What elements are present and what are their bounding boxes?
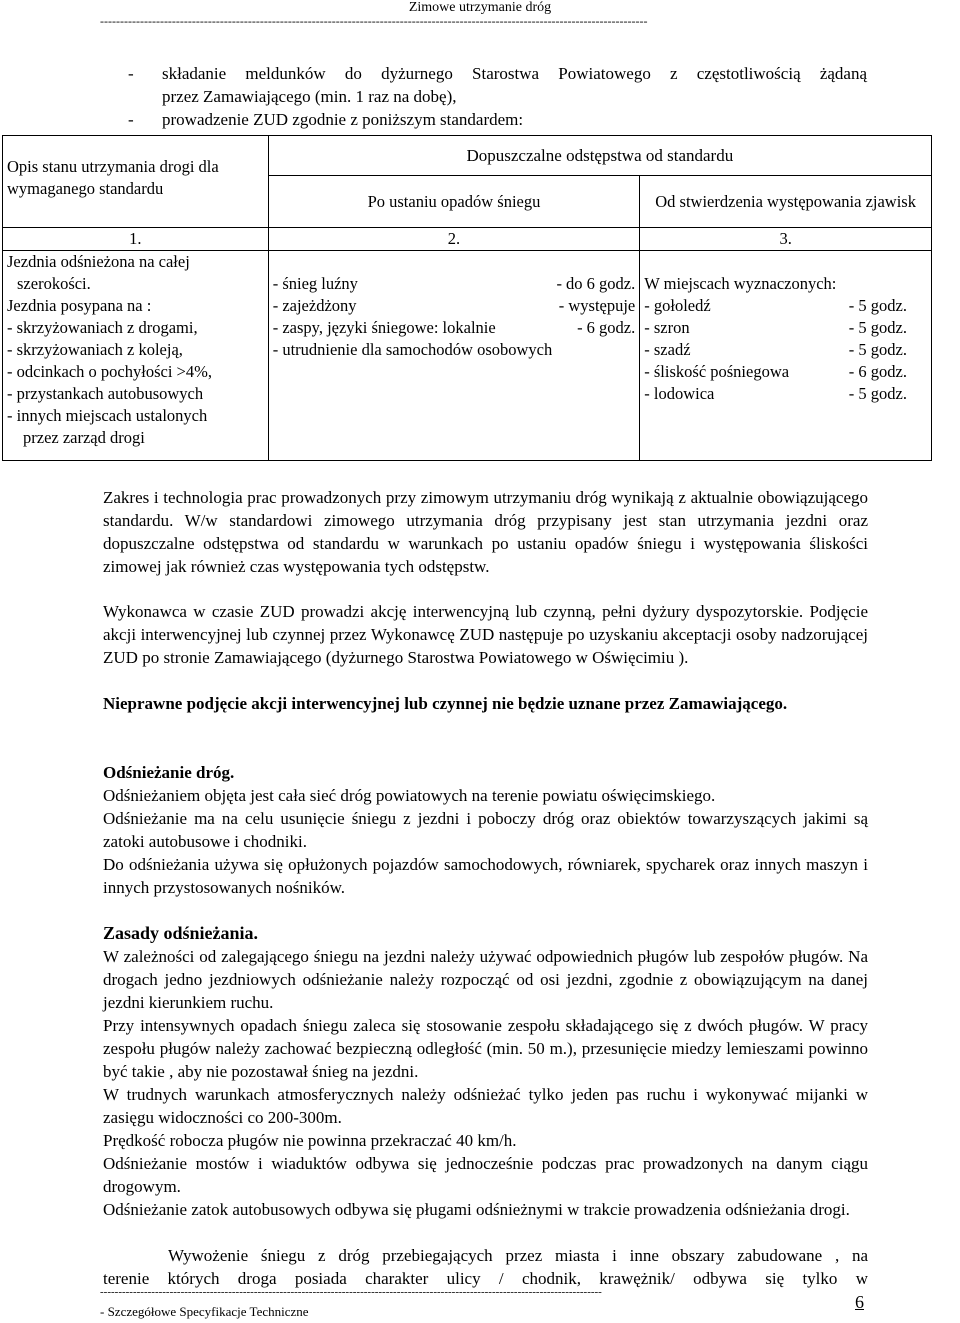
description-line: Jezdnia posypana na : <box>7 296 152 315</box>
section-heading-snow-removal: Odśnieżanie dróg. <box>103 763 235 782</box>
deviation-time: - do 6 godz. <box>556 274 636 293</box>
phenomena-row <box>644 361 927 383</box>
paragraph-equipment: Do odśnieżania używa się opłużonych pojazdów samochodowych, równiarek, spycharek oraz innych maszyn i innych przystosowanych nośników. <box>103 855 868 897</box>
deviation-label: - zajeżdżony <box>272 296 357 315</box>
description-line: przez zarząd drogi <box>23 428 145 447</box>
after-snowfall-cell <box>268 251 640 461</box>
description-line: - skrzyżowaniach z drogami, <box>7 318 198 337</box>
paragraph-network: Odśnieżaniem objęta jest cała sieć dróg powiatowych na terenie powiatu oświęcimskiego. <box>103 786 716 805</box>
footer-rule: ----------------------------------------------------------------------------------------------------------------------------------------- <box>100 1286 602 1298</box>
bullet-1-line-2: przez Zamawiającego (min. 1 raz na dobę), <box>162 87 457 106</box>
description-line: Jezdnia odśnieżona na całej <box>7 252 190 271</box>
deviation-time: - występuje <box>558 296 636 315</box>
paragraph-intensive: Przy intensywnych opadach śniegu zaleca się stosowanie zespołu składającego się z dwóch pługów. W pracy zespołu pługów należy zachować bezpieczną odległość (min. 50 m.), przesunięcie miedzy lemieszami powinno być takie , aby nie pozostawał śnieg na jezdni. <box>103 1016 868 1081</box>
phenomena-row <box>644 339 927 361</box>
paragraph-speed: Prędkość robocza pługów nie powinna przekraczać 40 km/h. <box>103 1131 517 1150</box>
col-number-2: 2. <box>268 228 640 251</box>
paragraph-purpose: Odśnieżanie ma na celu usunięcie śniegu z jezdni i poboczy dróg oraz obiektów towarzyszących jakimi są zatoki autobusowe i chodniki. <box>103 809 868 851</box>
phenomena-title: W miejscach wyznaczonych: <box>644 274 837 293</box>
phenomena-label: - lodowica <box>644 384 715 403</box>
deviation-label: - zaspy, języki śniegowe: lokalnie <box>272 318 496 337</box>
running-header-title: Zimowe utrzymanie dróg <box>408 0 552 15</box>
description-line: - odcinkach o pochyłości >4%, <box>7 362 212 381</box>
bullet-dash: - <box>128 110 134 129</box>
phenomena-label: - gołoledź <box>644 296 711 315</box>
col-number-3: 3. <box>640 228 932 251</box>
deviation-time: - 6 godz. <box>577 318 636 337</box>
phenomena-time: - 5 godz. <box>848 318 907 337</box>
deviation-row <box>273 317 636 339</box>
paragraph-bus-bays: Odśnieżanie zatok autobusowych odbywa się pługami odśnieżnymi w trakcie prowadzenia odśnieżania drogi. <box>103 1200 850 1219</box>
description-line: - przystankach autobusowych <box>7 384 204 403</box>
paragraph-bridges: Odśnieżanie mostów i wiaduktów odbywa się jednocześnie podczas prac prowadzonych na danym ciągu drogowym. <box>103 1154 868 1196</box>
phenomena-time: - 5 godz. <box>848 296 907 315</box>
phenomena-label: - szron <box>644 318 690 337</box>
phenomena-time: - 6 godz. <box>848 362 907 381</box>
description-line: - skrzyżowaniach z koleją, <box>7 340 183 359</box>
deviation-row <box>273 273 636 295</box>
paragraph-ploughs: W zależności od zalegającego śniegu na jezdni należy używać odpowiednich pługów lub zespołów pługów. Na drogach jedno jezdniowych odśnieżanie należy rozpocząć od osi jezdni, zgodnie z obowiązującym na danej jezdni kierunkiem ruchu. <box>103 947 868 1012</box>
section-heading-rules: Zasady odśnieżania. <box>103 923 259 943</box>
phenomena-cell <box>640 251 932 461</box>
page-number: 6 <box>855 1292 864 1312</box>
footer-text: - Szczegółowe Specyfikacje Techniczne <box>100 1304 309 1319</box>
paragraph-snow-haul-line-1: Wywożenie śniegu z dróg przebiegających przez miasta i inne obszary zabudowane , na <box>168 1246 868 1265</box>
deviation-row <box>273 295 636 317</box>
phenomena-label: - śliskość pośniegowa <box>644 362 790 381</box>
phenomena-row <box>644 383 927 405</box>
deviation-row <box>273 339 636 361</box>
standard-table <box>2 135 932 461</box>
paragraph-difficult: W trudnych warunkach atmosferycznych należy odśnieżać tylko jeden pas ruchu i wykonywać mijanki w zasięgu widoczności co 200-300m. <box>103 1085 868 1127</box>
phenomena-row <box>644 317 927 339</box>
col-number-1: 1. <box>3 228 269 251</box>
phenomena-time: - 5 godz. <box>848 384 907 403</box>
bullet-1-line-1: składanie meldunków do dyżurnego Starostwa Powiatowego z częstotliwością żądaną <box>162 64 867 83</box>
phenomena-label: - szadź <box>644 340 691 359</box>
deviation-label: - śnieg luźny <box>272 274 358 293</box>
paragraph-warning-bold: Nieprawne podjęcie akcji interwencyjnej lub czynnej nie będzie uznane przez Zamawiającego. <box>103 694 788 713</box>
col2-header: Po ustaniu opadów śniegu <box>268 176 640 228</box>
paragraph-contractor: Wykonawca w czasie ZUD prowadzi akcję interwencyjną lub czynną, pełni dyżury dyspozytorskie. Podjęcie akcji interwencyjnej lub czynnej przez Wykonawcę ZUD następuje po uzyskaniu akceptacji osoby nadzorującej ZUD po stronie Zamawiającego (dyżurnego Starostwa Powiatowego w Oświęcimiu ). <box>103 602 868 667</box>
group-header: Dopuszczalne odstępstwa od standardu <box>268 136 931 176</box>
col3-header: Od stwierdzenia występowania zjawisk <box>640 176 932 228</box>
phenomena-row <box>644 295 927 317</box>
standard-description-cell <box>3 251 269 461</box>
bullet-2: prowadzenie ZUD zgodnie z poniższym standardem: <box>162 110 524 129</box>
description-line: - innych miejscach ustalonych <box>7 406 208 425</box>
paragraph-snow-haul-line-2: terenie których droga posiada charakter ulicy / chodnik, krawężnik/ odbywa się tylko w <box>103 1269 868 1288</box>
deviation-label: - utrudnienie dla samochodów osobowych <box>272 340 553 359</box>
paragraph-scope: Zakres i technologia prac prowadzonych przy zimowym utrzymaniu dróg wynikają z aktualnie obowiązującego standardu. W/w standardowi zimowego utrzymania dróg przypisany jest stan utrzymania jezdni oraz dopuszczalne odstępstwa od standardu w warunkach po ustaniu opadów śniegu i występowania śliskości zimowej jak również czas występowania tych odstępstw. <box>103 488 868 576</box>
description-line: szerokości. <box>17 274 91 293</box>
col1-header: Opis stanu utrzymania drogi dla wymaganego standardu <box>3 136 269 228</box>
bullet-dash: - <box>128 64 134 83</box>
phenomena-time: - 5 godz. <box>848 340 907 359</box>
header-rule: ----------------------------------------------------------------------------------------------------------------------------------------- <box>100 14 648 28</box>
